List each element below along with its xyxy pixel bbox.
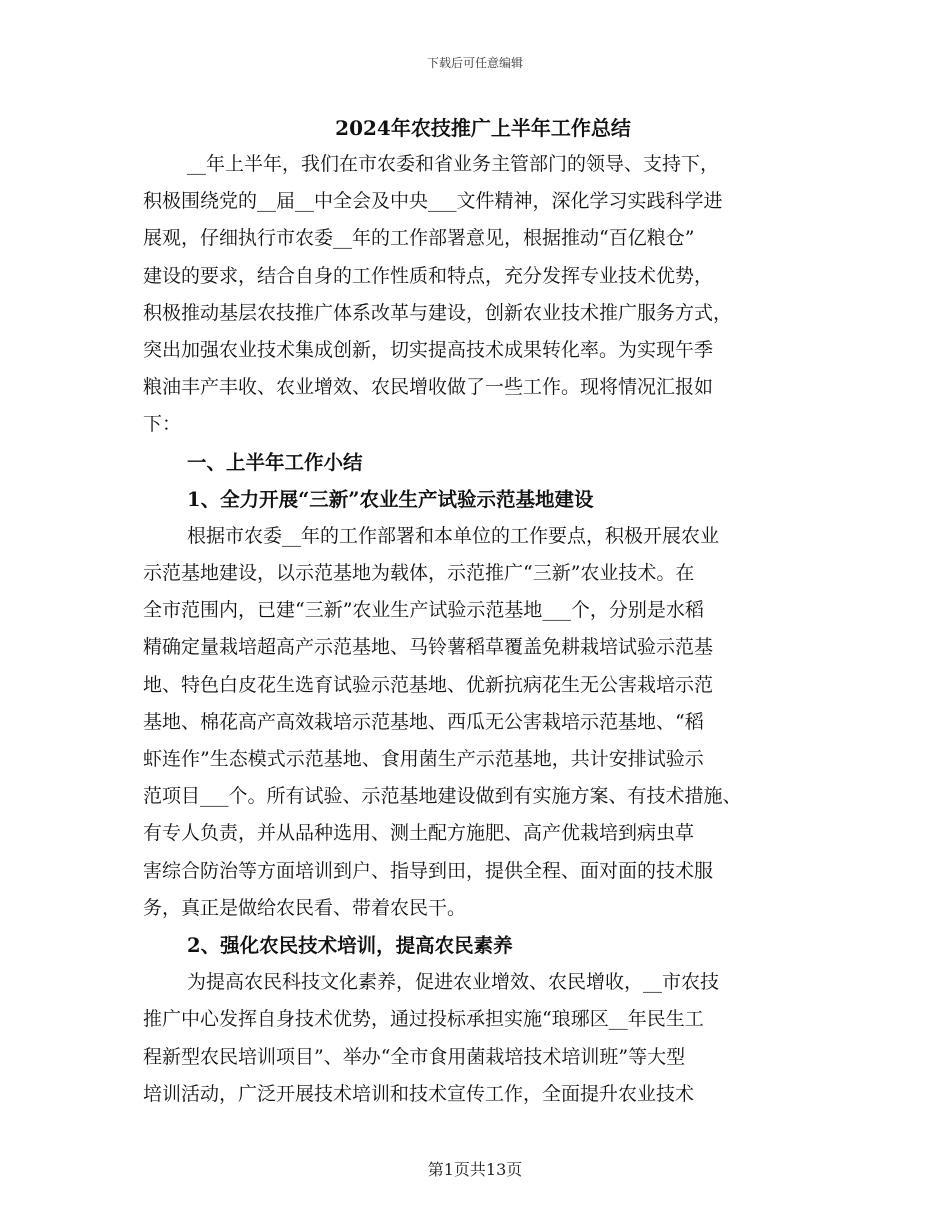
paragraph-line: 务，真正是做给农民看、带着农民干。 <box>143 896 467 919</box>
paragraph-line: 粮油丰产丰收、农业增效、农民增收做了一些工作。现将情况汇报如 <box>143 376 714 399</box>
paragraph-line: __年上半年，我们在市农委和省业务主管部门的领导、支持下， <box>187 153 720 175</box>
paragraph-line: 根据市农委__年的工作部署和本单位的工作要点，积极开展农业 <box>187 524 720 547</box>
paragraph-line: 建设的要求，结合自身的工作性质和特点，充分发挥专业技术优势， <box>143 264 714 287</box>
subsection-heading: 2、强化农民技术培训，提高农民素养 <box>187 933 513 957</box>
subsection-heading: 1、全力开展“三新”农业生产试验示范基地建设 <box>187 487 594 511</box>
document-title: 2024年农技推广上半年工作总结 <box>335 116 631 140</box>
paragraph-line: 基地、棉花高产高效栽培示范基地、西瓜无公害栽培示范基地、“稻 <box>143 710 704 733</box>
paragraph-line: 有专人负责，并从品种选用、测土配方施肥、高产优栽培到病虫草 <box>143 822 695 845</box>
paragraph-line: 精确定量栽培超高产示范基地、马铃薯稻草覆盖免耕栽培试验示范基 <box>143 636 714 659</box>
page-header: 下载后可任意编辑 <box>426 56 523 70</box>
paragraph-line: 全市范围内，已建“三新”农业生产试验示范基地___个，分别是水稻 <box>143 599 704 622</box>
page-footer: 第1页共13页 <box>427 1160 523 1179</box>
paragraph-line: 范项目___个。所有试验、示范基地建设做到有实施方案、有技术措施、 <box>143 785 742 808</box>
paragraph-line: 培训活动，广泛开展技术培训和技术宣传工作，全面提升农业技术 <box>143 1082 695 1105</box>
paragraph-line: 虾连作”生态模式示范基地、食用菌生产示范基地，共计安排试验示 <box>143 748 704 770</box>
document-body <box>143 110 823 1113</box>
paragraph-line: 积极推动基层农技推广体系改革与建设，创新农业技术推广服务方式， <box>143 301 733 324</box>
paragraph-line: 为提高农民科技文化素养，促进农业增效、农民增收，__市农技 <box>187 971 720 994</box>
section-heading: 一、上半年工作小结 <box>187 450 363 474</box>
paragraph-line: 突出加强农业技术集成创新，切实提高技术成果转化率。为实现午季 <box>143 338 714 361</box>
paragraph-line: 展观，仔细执行市农委__年的工作部署意见，根据推动“百亿粮仓” <box>143 227 695 250</box>
paragraph-line: 推广中心发挥自身技术优势，通过投标承担实施“琅琊区__年民生工 <box>143 1008 704 1031</box>
paragraph-line: 程新型农民培训项目”、举办“全市食用菌栽培技术培训班”等大型 <box>143 1045 686 1068</box>
paragraph-line: 示范基地建设，以示范基地为载体，示范推广“三新”农业技术。在 <box>143 562 695 585</box>
paragraph-line: 害综合防治等方面培训到户、指导到田，提供全程、面对面的技术服 <box>143 859 714 882</box>
paragraph-line: 积极围绕党的__届__中全会及中央___文件精神，深化学习实践科学进 <box>143 190 723 213</box>
paragraph-line: 地、特色白皮花生选育试验示范基地、优新抗病花生无公害栽培示范 <box>143 673 714 696</box>
paragraph-line: 下： <box>143 413 182 436</box>
